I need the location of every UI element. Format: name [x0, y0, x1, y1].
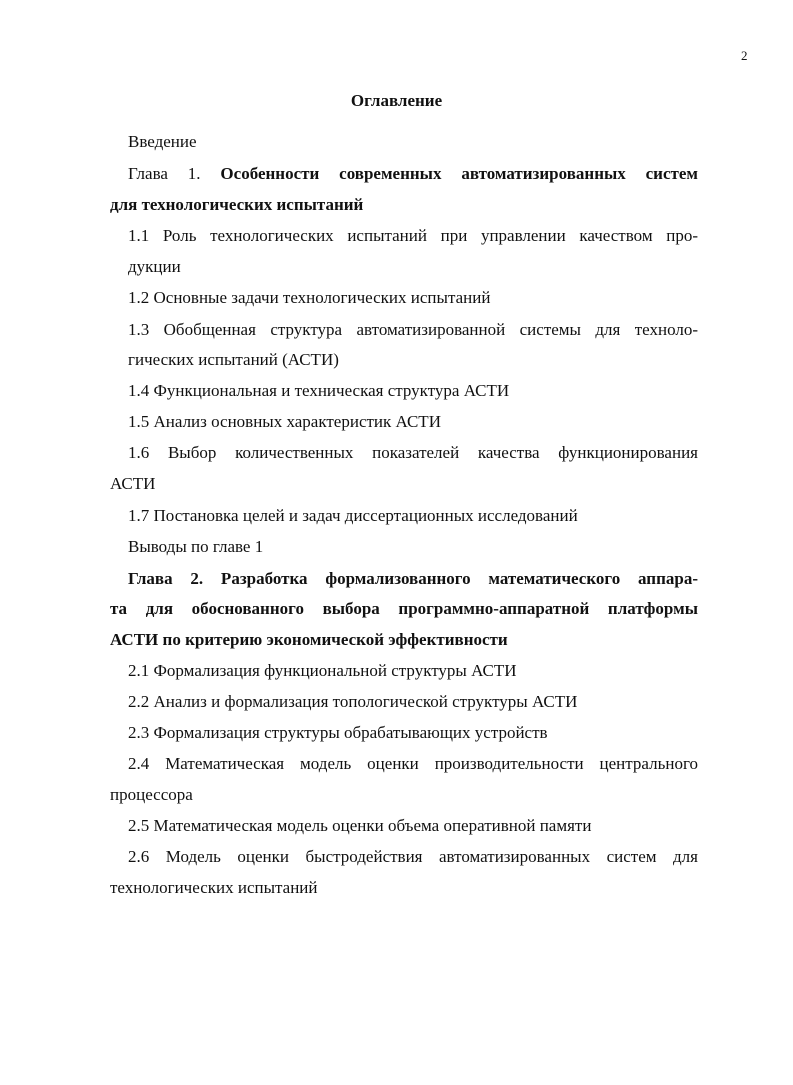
toc-section-2-6-text: 2.6 Модель оценки быстродействия автоматизированных систем для [128, 847, 698, 866]
toc-chapter-2-title-cont-2: АСТИ по критерию экономической эффективности [110, 630, 508, 649]
toc-section-2-4 [110, 754, 698, 774]
toc-section-2-3: 2.3 Формализация структуры обрабатывающих устройств [128, 723, 548, 742]
toc-section-1-4: 1.4 Функциональная и техническая структура АСТИ [128, 381, 510, 400]
toc-section-2-4-text: 2.4 Математическая модель оценки производительности центрального [128, 754, 698, 773]
toc-section-1-5: 1.5 Анализ основных характеристик АСТИ [128, 412, 441, 431]
toc-section-1-7: 1.7 Постановка целей и задач диссертационных исследований [128, 506, 578, 525]
toc-chapter-2-title-cont-1: та для обоснованного выбора программно-аппаратной платформы [110, 599, 698, 618]
toc-section-1-3-text: 1.3 Обобщенная структура автоматизированной системы для техноло- [128, 320, 698, 339]
toc-chapter-2-title [110, 569, 698, 589]
toc-chapter-1-prefix: Глава 1. [128, 164, 221, 183]
toc-section-1-6 [110, 443, 698, 463]
toc-section-1-3 [110, 320, 698, 340]
toc-section-1-1-cont: дукции [128, 257, 181, 276]
toc-chapter-1-title-cont: для технологических испытаний [110, 195, 364, 214]
toc-conclusions-1: Выводы по главе 1 [128, 537, 264, 556]
toc-chapter-1-title [110, 164, 698, 184]
toc-section-1-2: 1.2 Основные задачи технологических испытаний [128, 288, 491, 307]
page-number: 2 [741, 48, 748, 63]
toc-section-1-6-text: 1.6 Выбор количественных показателей качества функционирования [128, 443, 698, 462]
toc-section-2-4-cont: процессора [110, 785, 193, 804]
page-title: Оглавление [350, 91, 443, 110]
toc-section-2-2: 2.2 Анализ и формализация топологической структуры АСТИ [128, 692, 578, 711]
toc-section-2-5: 2.5 Математическая модель оценки объема оперативной памяти [128, 816, 592, 835]
toc-section-2-6 [110, 847, 698, 867]
toc-section-1-1 [110, 226, 698, 246]
toc-section-1-1-text: 1.1 Роль технологических испытаний при управлении качеством про- [128, 226, 698, 245]
toc-intro: Введение [128, 132, 197, 151]
toc-section-2-1: 2.1 Формализация функциональной структуры АСТИ [128, 661, 517, 680]
toc-section-1-3-cont: гических испытаний (АСТИ) [128, 350, 339, 369]
toc-section-1-6-cont: АСТИ [110, 474, 156, 493]
toc-chapter-2-title-text: Глава 2. Разработка формализованного математического аппара- [128, 569, 698, 588]
toc-chapter-1-title-text: Особенности современных автоматизированных систем [220, 164, 698, 183]
toc-section-2-6-cont: технологических испытаний [110, 878, 318, 897]
